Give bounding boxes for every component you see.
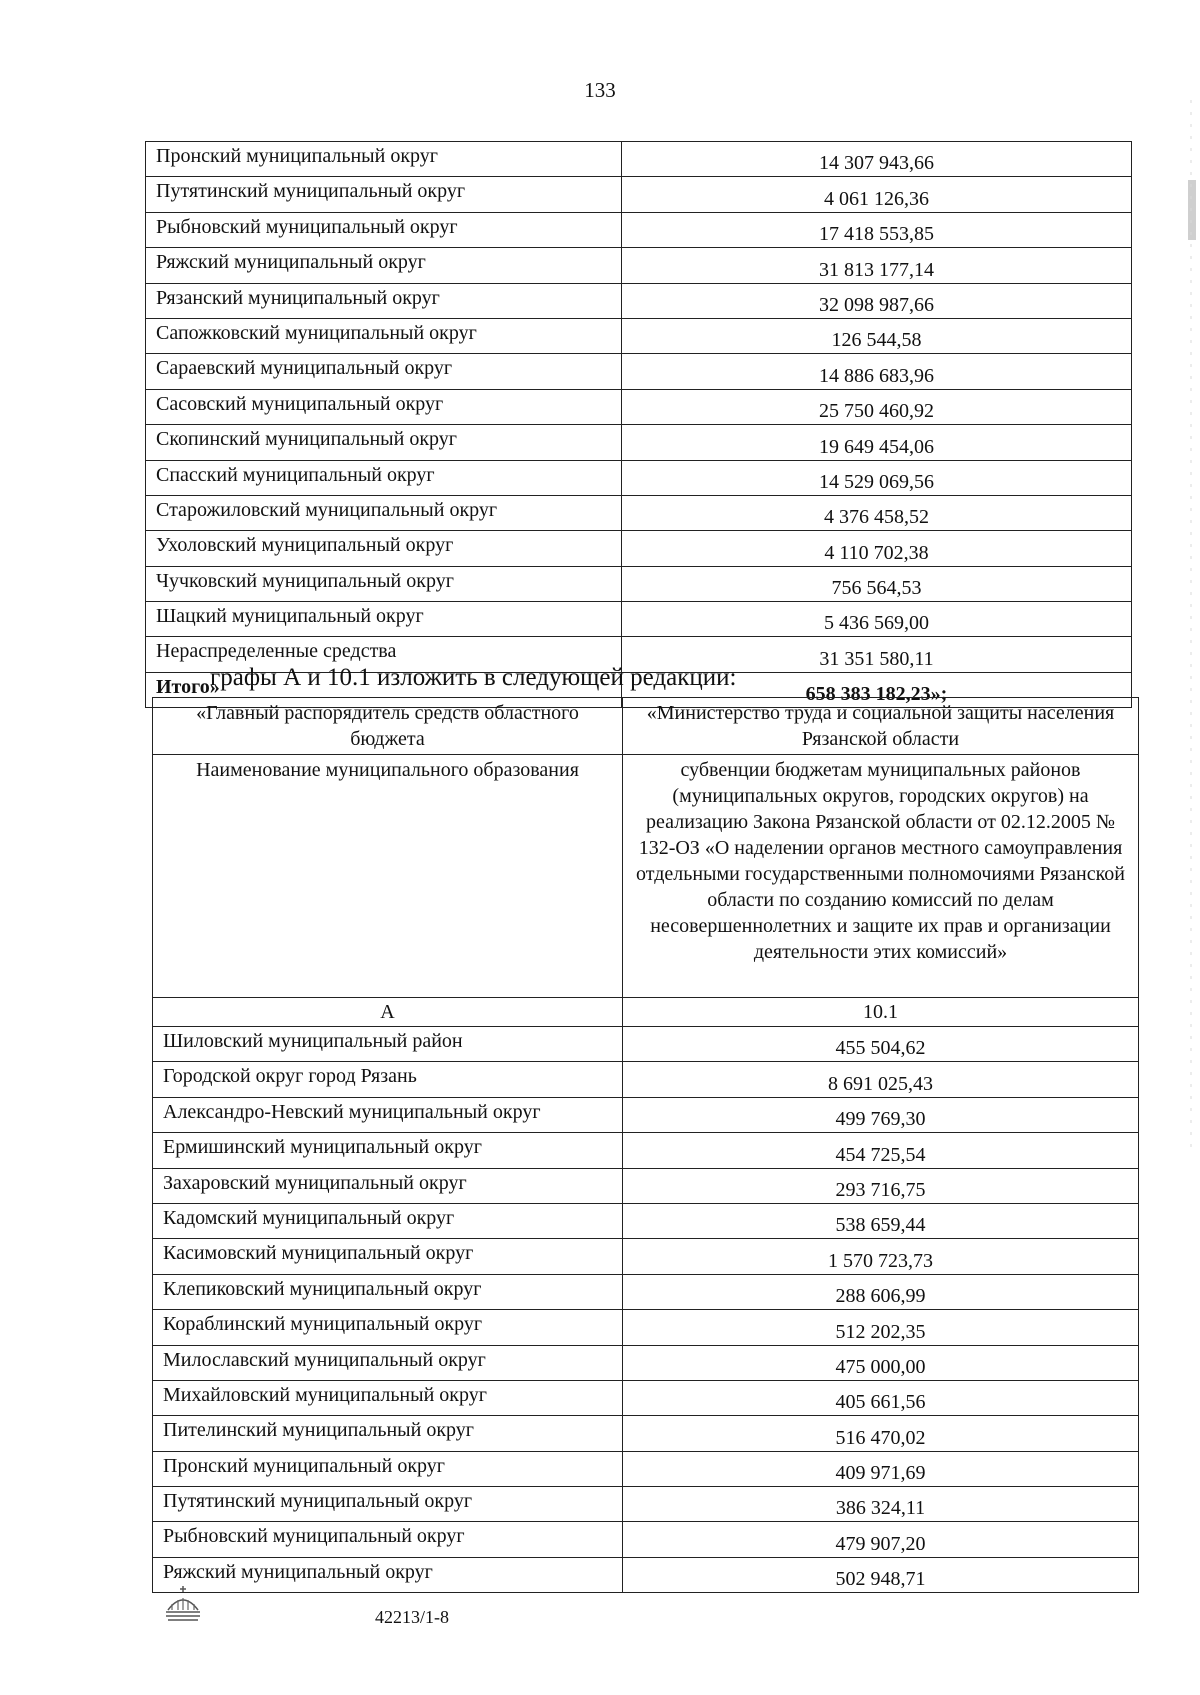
municipality-name: Рыбновский муниципальный округ [146, 212, 622, 247]
table-row [146, 248, 1132, 283]
table-row [146, 142, 1132, 177]
municipality-name: Шацкий муниципальный округ [146, 602, 622, 637]
table-row [153, 1380, 1139, 1415]
amount-value: 14 529 069,56 [622, 460, 1132, 495]
municipality-name: Путятинский муниципальный округ [146, 177, 622, 212]
municipality-name: Касимовский муниципальный округ [153, 1239, 623, 1274]
table-row [146, 531, 1132, 566]
municipality-name: Чучковский муниципальный округ [146, 566, 622, 601]
amount-value: 31 813 177,14 [622, 248, 1132, 283]
header-row [153, 755, 1139, 998]
municipality-name: Пителинский муниципальный округ [153, 1416, 623, 1451]
table-row [153, 1097, 1139, 1132]
table-row [153, 1451, 1139, 1486]
emblem-stamp-icon [160, 1582, 206, 1626]
table-row [153, 1416, 1139, 1451]
table-row [153, 1274, 1139, 1309]
amount-value: 475 000,00 [623, 1345, 1139, 1380]
subvention-table [152, 697, 1139, 1593]
table-row [146, 602, 1132, 637]
municipality-name: Михайловский муниципальный округ [153, 1380, 623, 1415]
table-row [146, 566, 1132, 601]
municipality-name: Старожиловский муниципальный округ [146, 495, 622, 530]
table-row [146, 460, 1132, 495]
amount-value: 8 691 025,43 [623, 1062, 1139, 1097]
amount-value: 126 544,58 [622, 318, 1132, 353]
amount-value: 512 202,35 [623, 1310, 1139, 1345]
table-row [153, 1522, 1139, 1557]
amount-value: 14 307 943,66 [622, 142, 1132, 177]
municipality-name: Захаровский муниципальный округ [153, 1168, 623, 1203]
table-row [146, 177, 1132, 212]
municipality-name: Пронский муниципальный округ [146, 142, 622, 177]
document-code: 42213/1-8 [375, 1607, 449, 1627]
allocation-table-continued [145, 141, 1132, 708]
amount-value: 502 948,71 [623, 1557, 1139, 1592]
amount-value: 32 098 987,66 [622, 283, 1132, 318]
amount-value: 516 470,02 [623, 1416, 1139, 1451]
municipality-name: Нераспределенные средства [146, 637, 622, 672]
amount-value: 455 504,62 [623, 1027, 1139, 1062]
grbs-value: «Министерство труда и социальной защиты населения Рязанской области [623, 698, 1139, 755]
page-number: 133 [584, 78, 616, 102]
municipality-name: Скопинский муниципальный округ [146, 425, 622, 460]
amount-value: 288 606,99 [623, 1274, 1139, 1309]
table-row [153, 1062, 1139, 1097]
amount-value: 479 907,20 [623, 1522, 1139, 1557]
municipality-name-header: Наименование муниципального образования [153, 755, 623, 998]
municipality-name: Городской округ город Рязань [153, 1062, 623, 1097]
amount-value: 4 110 702,38 [622, 531, 1132, 566]
table-row [146, 354, 1132, 389]
table-row [146, 212, 1132, 247]
municipality-name: Шиловский муниципальный район [153, 1027, 623, 1062]
column-a-label: А [153, 998, 623, 1027]
subvention-table-body [153, 1027, 1139, 1593]
amount-value: 4 061 126,36 [622, 177, 1132, 212]
municipality-name: Ермишинский муниципальный округ [153, 1133, 623, 1168]
amount-value: 14 886 683,96 [622, 354, 1132, 389]
amount-value: 409 971,69 [623, 1451, 1139, 1486]
municipality-name: Кораблинский муниципальный округ [153, 1310, 623, 1345]
table-row [153, 1487, 1139, 1522]
amount-value: 293 716,75 [623, 1168, 1139, 1203]
amount-value: 17 418 553,85 [622, 212, 1132, 247]
amount-value: 1 570 723,73 [623, 1239, 1139, 1274]
amendment-instruction: графы А и 10.1 изложить в следующей редакции: [210, 664, 737, 691]
column-10-1-label: 10.1 [623, 998, 1139, 1027]
municipality-name: Милославский муниципальный округ [153, 1345, 623, 1380]
municipality-name: Сапожковский муниципальный округ [146, 318, 622, 353]
table-row [153, 1133, 1139, 1168]
amount-value: 31 351 580,11 [622, 637, 1132, 672]
column-number-row [153, 998, 1139, 1027]
municipality-name: Пронский муниципальный округ [153, 1451, 623, 1486]
amount-value: 756 564,53 [622, 566, 1132, 601]
municipality-name: Ряжский муниципальный округ [146, 248, 622, 283]
table-row [153, 1239, 1139, 1274]
grbs-label: «Главный распорядитель средств областного бюджета [153, 698, 623, 755]
municipality-name: Кадомский муниципальный округ [153, 1203, 623, 1238]
amount-value: 25 750 460,92 [622, 389, 1132, 424]
table-row [153, 1557, 1139, 1592]
total-value: 658 383 182,23»; [622, 672, 1132, 707]
allocation-table-body [146, 142, 1132, 673]
municipality-name: Спасский муниципальный округ [146, 460, 622, 495]
scan-edge-artifact [1186, 0, 1200, 1695]
table-row [153, 1345, 1139, 1380]
table-row [153, 1168, 1139, 1203]
table-row [146, 425, 1132, 460]
municipality-name: Александро-Невский муниципальный округ [153, 1097, 623, 1132]
amount-value: 499 769,30 [623, 1097, 1139, 1132]
table-row [153, 1027, 1139, 1062]
table-row [153, 1310, 1139, 1345]
subvention-header: субвенции бюджетам муниципальных районов (муниципальных округов, городских округов) на реализацию Закона Рязанской области от 02.12.2005 № 132-ОЗ «О наделении органов местного самоуправления отдельными государственными полномочиями Рязанской области по созданию комиссий по делам несовершеннолетних и защите их прав и организации деятельности этих комиссий» [623, 755, 1139, 998]
total-label: Итого» [146, 672, 622, 707]
amount-value: 4 376 458,52 [622, 495, 1132, 530]
municipality-name: Сараевский муниципальный округ [146, 354, 622, 389]
grbs-row [153, 698, 1139, 755]
municipality-name: Путятинский муниципальный округ [153, 1487, 623, 1522]
municipality-name: Ухоловский муниципальный округ [146, 531, 622, 566]
amount-value: 405 661,56 [623, 1380, 1139, 1415]
table-row [146, 495, 1132, 530]
table-row [153, 1203, 1139, 1238]
municipality-name: Сасовский муниципальный округ [146, 389, 622, 424]
amount-value: 454 725,54 [623, 1133, 1139, 1168]
municipality-name: Ряжский муниципальный округ [153, 1557, 623, 1592]
table-row [146, 318, 1132, 353]
table-row [146, 283, 1132, 318]
municipality-name: Рязанский муниципальный округ [146, 283, 622, 318]
municipality-name: Рыбновский муниципальный округ [153, 1522, 623, 1557]
amount-value: 19 649 454,06 [622, 425, 1132, 460]
amount-value: 538 659,44 [623, 1203, 1139, 1238]
table-row [146, 389, 1132, 424]
amount-value: 386 324,11 [623, 1487, 1139, 1522]
amount-value: 5 436 569,00 [622, 602, 1132, 637]
municipality-name: Клепиковский муниципальный округ [153, 1274, 623, 1309]
